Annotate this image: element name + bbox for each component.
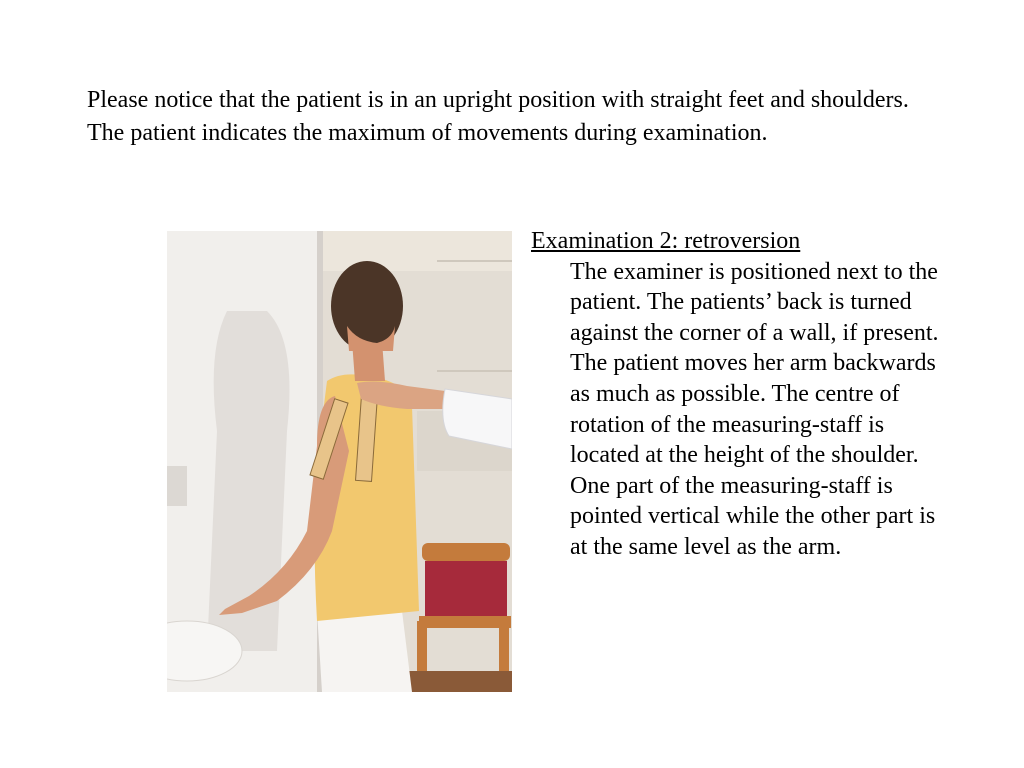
examination-title: Examination 2: retroversion	[531, 228, 801, 254]
examination-description: The examiner is positioned next to the patient. The patients’ back is turned against the corner of a wall, if present. The patient moves her arm backwards as much as possible. The centre of rotation of the measuring-staff is located at the height of the shoulder. One part of the measuring-staff is pointed vertical while the other part is at the same level as the arm.	[570, 258, 939, 560]
trousers	[317, 611, 412, 692]
examination-photo	[167, 231, 512, 692]
examination-section	[531, 226, 951, 563]
intro-paragraph: Please notice that the patient is in an upright position with straight feet and shoulders. The patient indicates the maximum of movements during examination.	[87, 87, 909, 146]
